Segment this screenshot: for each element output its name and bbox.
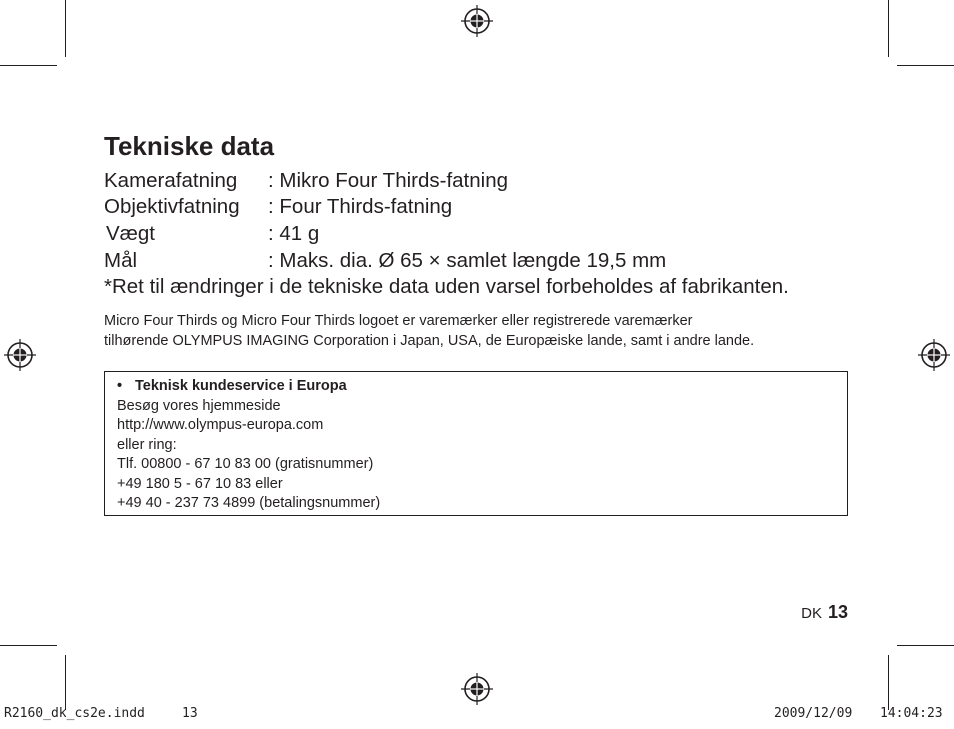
service-line: eller ring: <box>117 436 177 453</box>
slug-date: 2009/12/09 <box>774 706 853 721</box>
trademark-notice <box>104 311 854 351</box>
service-phone-paid: +49 40 - 237 73 4899 (betalingsnummer) <box>117 495 381 511</box>
crop-mark-top-left-vertical <box>65 0 66 57</box>
spec-value: : Four Thirds-fatning <box>268 195 453 218</box>
spec-label: Kamerafatning <box>104 169 238 192</box>
registration-mark-left-icon <box>3 338 37 372</box>
service-website-link[interactable]: http://www.olympus-europa.com <box>117 417 324 433</box>
crop-mark-bottom-left-horizontal <box>0 645 57 646</box>
crop-mark-top-left-horizontal <box>0 65 57 66</box>
service-line: Besøg vores hjemmeside <box>117 397 281 414</box>
change-note: *Ret til ændringer i de tekniske data uden varsel forbeholdes af fabrikanten. <box>104 275 789 298</box>
registration-mark-bottom-icon <box>460 672 494 706</box>
crop-mark-top-right-horizontal <box>897 65 954 66</box>
bullet-icon: • <box>117 378 123 394</box>
spec-value: : Mikro Four Thirds-fatning <box>268 169 509 192</box>
service-heading-text: Teknisk kundeservice i Europa <box>135 378 347 394</box>
registration-mark-right-icon <box>917 338 951 372</box>
service-heading <box>117 377 380 397</box>
service-phone-free: Tlf. 00800 - 67 10 83 00 (gratisnummer) <box>117 456 374 472</box>
customer-service-box <box>104 371 848 516</box>
customer-service-content <box>117 377 380 514</box>
crop-mark-bottom-right-vertical <box>888 655 889 710</box>
spec-label: Objektivfatning <box>104 195 240 218</box>
page-number-value: 13 <box>827 602 848 622</box>
slug-file: R2160_dk_cs2e.indd <box>4 706 145 721</box>
trademark-line: Micro Four Thirds og Micro Four Thirds logoet er varemærker eller registrerede varemærker <box>104 313 693 329</box>
spec-label: Mål <box>104 249 138 272</box>
page-title: Tekniske data <box>104 131 275 161</box>
trademark-line: tilhørende OLYMPUS IMAGING Corporation i Japan, USA, de Europæiske lande, samt i andre lande. <box>104 333 755 349</box>
registration-mark-top-icon <box>460 4 494 38</box>
crop-mark-bottom-right-horizontal <box>897 645 954 646</box>
crop-mark-top-right-vertical <box>888 0 889 57</box>
spec-value: : Maks. dia. Ø 65 × samlet længde 19,5 mm <box>268 249 667 272</box>
slug-time: 14:04:23 <box>880 706 943 721</box>
crop-mark-bottom-left-vertical <box>65 655 66 710</box>
spec-value: : 41 g <box>268 222 320 245</box>
page-language: DK <box>801 605 822 622</box>
page-number <box>801 602 848 623</box>
spec-label: Vægt <box>106 222 155 245</box>
slug-page: 13 <box>182 706 198 721</box>
service-phone: +49 180 5 - 67 10 83 eller <box>117 475 283 492</box>
